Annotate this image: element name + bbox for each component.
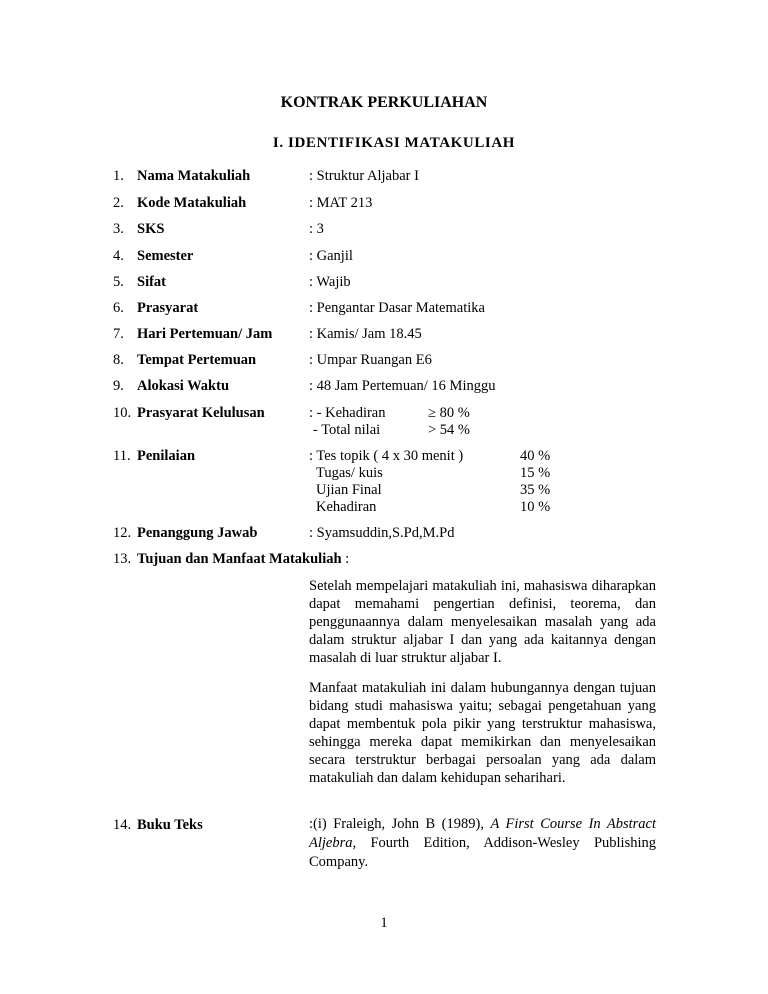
- item-value: : Ganjil: [309, 248, 353, 264]
- penilaian-weight: 15 %: [520, 465, 551, 481]
- item-label: Kode Matakuliah: [137, 195, 247, 211]
- penilaian-weight: 10 %: [520, 499, 551, 515]
- item-number: 11.: [113, 448, 131, 464]
- item-value: : Pengantar Dasar Matematika: [309, 300, 485, 316]
- item-label: Penilaian: [137, 448, 196, 464]
- penilaian-weight: 35 %: [520, 482, 551, 498]
- kelulusan-item: [113, 405, 658, 441]
- tujuan-colon: :: [341, 551, 350, 567]
- item-label: Alokasi Waktu: [137, 378, 230, 394]
- item-value: : Struktur Aljabar I: [309, 168, 419, 184]
- kelulusan-name: - Total nilai: [313, 422, 381, 438]
- penilaian-item: [113, 448, 658, 518]
- item-label: Prasyarat Kelulusan: [137, 405, 265, 421]
- item-value: : Kamis/ Jam 18.45: [309, 326, 422, 342]
- item-number: 4.: [113, 248, 124, 264]
- item-number: 10.: [113, 405, 132, 421]
- item-label: Hari Pertemuan/ Jam: [137, 326, 273, 342]
- section-heading: I. IDENTIFIKASI MATAKULIAH: [272, 135, 516, 151]
- item-value: : MAT 213: [309, 195, 373, 211]
- book-publisher: Fourth Edition, Addison-Wesley Publishing Company.: [309, 835, 656, 870]
- item-number: 14.: [113, 817, 132, 833]
- item-label: Prasyarat: [137, 300, 199, 316]
- document-title: KONTRAK PERKULIAHAN: [280, 94, 488, 111]
- penilaian-weight: 40 %: [520, 448, 551, 464]
- kelulusan-name: : - Kehadiran: [309, 405, 386, 421]
- item-label: Tempat Pertemuan: [137, 352, 257, 368]
- item-label: [137, 551, 349, 568]
- kelulusan-requirement: > 54 %: [428, 422, 471, 438]
- item-label: Buku Teks: [137, 817, 203, 833]
- item-number: 6.: [113, 300, 124, 316]
- penilaian-component: Tugas/ kuis: [316, 465, 383, 481]
- item-number: 2.: [113, 195, 124, 211]
- tujuan-paragraph: Setelah mempelajari matakuliah ini, mahasiswa diharapkan dapat memahami pengertian definisi, teorema, dan penggunaannya dalam menyelesaikan masalah yang ada dalam struktur aljabar I dan yang ada kaitannya dengan masalah di luar struktur aljabar I.: [309, 578, 656, 666]
- penilaian-component: : Tes topik ( 4 x 30 menit ): [309, 448, 464, 464]
- item-number: 3.: [113, 221, 124, 237]
- penilaian-component: Kehadiran: [316, 499, 377, 515]
- item-value: : Umpar Ruangan E6: [309, 352, 432, 368]
- item-label: Semester: [137, 248, 194, 264]
- item-number: 5.: [113, 274, 124, 290]
- item-number: 7.: [113, 326, 124, 342]
- item-number: 8.: [113, 352, 124, 368]
- item-value: : Wajib: [309, 274, 351, 290]
- item-value: : Syamsuddin,S.Pd,M.Pd: [309, 525, 455, 541]
- item-number: 1.: [113, 168, 124, 184]
- item-number: 12.: [113, 525, 132, 541]
- kelulusan-requirement: ≥ 80 %: [428, 405, 470, 421]
- item-label: Nama Matakuliah: [137, 168, 251, 184]
- item-label: Penanggung Jawab: [137, 525, 258, 541]
- item-label: Sifat: [137, 274, 166, 290]
- book-author: :(i) Fraleigh, John B (1989),: [309, 816, 484, 832]
- item-value: : 48 Jam Pertemuan/ 16 Minggu: [309, 378, 496, 394]
- manfaat-paragraph: Manfaat matakuliah ini dalam hubungannya dengan tujuan bidang studi mahasiswa yaitu; sebagai pengetahuan yang dapat membentuk pola pikir yang terstruktur mahasiswa, sehingga mereka dapat memikirkan dan menyelesaikan secara terstruktur berbagai persoalan yang ada dalam matakuliah dan dalam kehidupan seharihari.: [309, 680, 656, 786]
- item-number: 9.: [113, 378, 124, 394]
- book-title: A First Course In Abstract Aljebra,: [309, 816, 657, 851]
- book-reference: [309, 815, 656, 872]
- item-value: : 3: [309, 221, 324, 237]
- tujuan-label-text: Tujuan dan Manfaat Matakuliah: [137, 551, 342, 567]
- item-number: 13.: [113, 551, 132, 567]
- page-number: 1: [380, 915, 388, 931]
- item-label: SKS: [137, 221, 165, 237]
- penilaian-component: Ujian Final: [316, 482, 382, 498]
